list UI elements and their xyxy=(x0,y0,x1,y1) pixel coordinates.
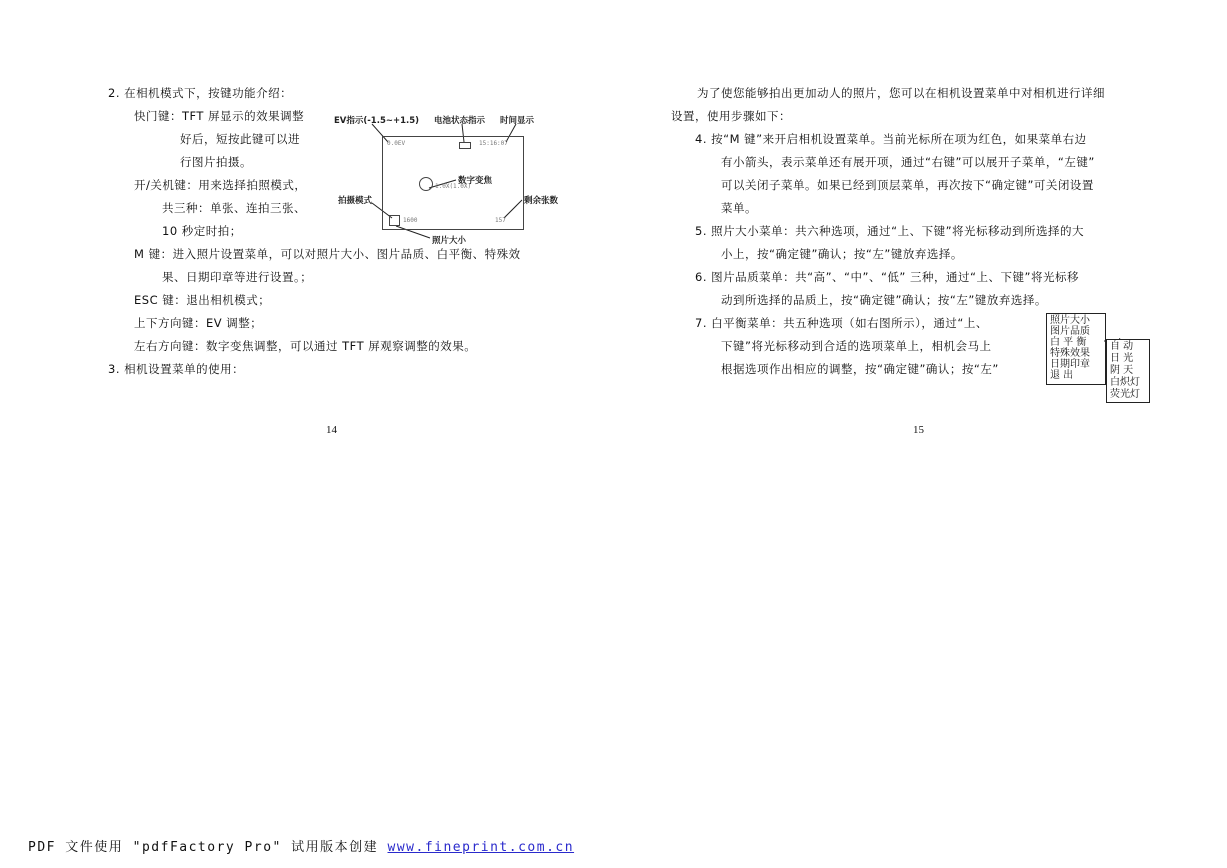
step-5-text-2: 小上，按“确定键”确认；按“左”键放弃选择。 xyxy=(721,247,963,261)
step-4-text-4: 菜单。 xyxy=(721,201,757,215)
menu-item-quality: 图片品质 xyxy=(1050,326,1090,337)
page-number-right: 15 xyxy=(913,424,924,436)
power-key-text-2: 共三种：单张、连拍三张、 xyxy=(162,201,306,215)
intro-text-2: 设置，使用步骤如下： xyxy=(671,109,791,123)
menu-item-exit: 退 出 xyxy=(1050,370,1074,381)
menu-item-date-stamp: 日期印章 xyxy=(1050,359,1090,370)
white-balance-submenu-box xyxy=(1106,339,1150,403)
m-key-text-2: 果、日期印章等进行设置。； xyxy=(162,270,313,284)
section-3-heading: 3. 相机设置菜单的使用： xyxy=(108,362,245,376)
wb-fluorescent: 荧光灯 xyxy=(1110,389,1140,400)
wb-cloudy: 阴 天 xyxy=(1110,365,1134,376)
step-4-text-2: 有小箭头，表示菜单还有展开项，通过“右键”可以展开子菜单，“左键” xyxy=(721,155,1095,169)
menu-item-photo-size: 照片大小 xyxy=(1050,315,1090,326)
step-7-text-2: 下键”将光标移动到合适的选项菜单上，相机会马上 xyxy=(721,339,992,353)
step-4-text: 4. 按“M 键”来开启相机设置菜单。当前光标所在项为红色，如果菜单右边 xyxy=(695,132,1087,146)
zoom-icon xyxy=(419,177,433,191)
intro-text: 为了使您能够拍出更加动人的照片，您可以在相机设置菜单中对相机进行详细 xyxy=(697,86,1105,100)
footer-text: PDF 文件使用 "pdfFactory Pro" 试用版本创建 xyxy=(28,840,388,855)
page-number-left: 14 xyxy=(326,424,337,436)
fineprint-link[interactable]: www.fineprint.com.cn xyxy=(387,840,575,855)
lcd-time-value: 15:16:07 xyxy=(479,140,508,147)
remaining-shots-label: 剩余张数 xyxy=(524,196,559,206)
step-4-text-3: 可以关闭子菜单。如果已经到顶层菜单，再次按下“确定键”可关闭设置 xyxy=(721,178,1094,192)
shutter-key-text: 快门键：TFT 屏显示的效果调整 xyxy=(134,109,305,123)
mode-icon xyxy=(389,215,400,226)
photo-size-label: 照片大小 xyxy=(432,236,467,246)
lcd-zoom-value: 1.0X(1.0X) xyxy=(435,183,472,190)
menu-item-white-balance: 白 平 衡 xyxy=(1050,337,1087,348)
main-menu-box xyxy=(1046,313,1106,385)
wb-auto: 自 动 xyxy=(1110,341,1134,352)
lcd-ev-value: 0.0EV xyxy=(387,140,406,147)
step-6-text-2: 动到所选择的品质上，按“确定键”确认；按“左”键放弃选择。 xyxy=(721,293,1047,307)
battery-icon xyxy=(459,142,471,149)
ev-indicator-label: EV指示(-1.5~+1.5) xyxy=(334,116,420,126)
section-2-heading: 2. 在相机模式下，按键功能介绍： xyxy=(108,86,293,100)
menu-item-effects: 特殊效果 xyxy=(1050,348,1090,359)
lcd-size-value: 1600 xyxy=(403,217,418,224)
power-key-text: 开/关机键：用来选择拍照模式， xyxy=(134,178,307,192)
wb-daylight: 日 光 xyxy=(1110,353,1134,364)
shutter-key-text-2: 好后，短按此键可以进 xyxy=(180,132,300,146)
right-page xyxy=(613,0,1227,868)
lcd-screen xyxy=(382,136,524,230)
pdf-footer xyxy=(28,836,574,855)
leftright-key-text: 左右方向键：数字变焦调整，可以通过 TFT 屏观察调整的效果。 xyxy=(134,339,477,353)
wb-incandescent: 白炽灯 xyxy=(1110,377,1140,388)
m-key-text: M 键：进入照片设置菜单，可以对照片大小、图片品质、白平衡、特殊效 xyxy=(134,247,521,261)
step-7-text-3: 根据选项作出相应的调整，按“确定键”确认；按“左” xyxy=(721,362,999,376)
shutter-key-text-3: 行图片拍摄。 xyxy=(180,155,252,169)
power-key-text-3: 10 秒定时拍； xyxy=(162,224,242,238)
esc-key-text: ESC 键：退出相机模式； xyxy=(134,293,271,307)
left-page xyxy=(0,0,613,868)
lcd-count-value: 157 xyxy=(495,217,506,224)
updown-key-text: 上下方向键：EV 调整； xyxy=(134,316,263,330)
step-6-text: 6. 图片品质菜单：共“高”、“中”、“低” 三种，通过“上、下键”将光标移 xyxy=(695,270,1079,284)
battery-indicator-label: 电池状态指示 xyxy=(434,116,486,126)
digital-zoom-label: 数字变焦 xyxy=(458,176,493,186)
time-display-label: 时间显示 xyxy=(500,116,535,126)
shooting-mode-label: 拍摄模式 xyxy=(338,196,373,206)
step-7-text: 7. 白平衡菜单：共五种选项（如右图所示），通过“上、 xyxy=(695,316,988,330)
step-5-text: 5. 照片大小菜单：共六种选项，通过“上、下键”将光标移动到所选择的大 xyxy=(695,224,1085,238)
camera-screen-diagram xyxy=(334,108,574,248)
